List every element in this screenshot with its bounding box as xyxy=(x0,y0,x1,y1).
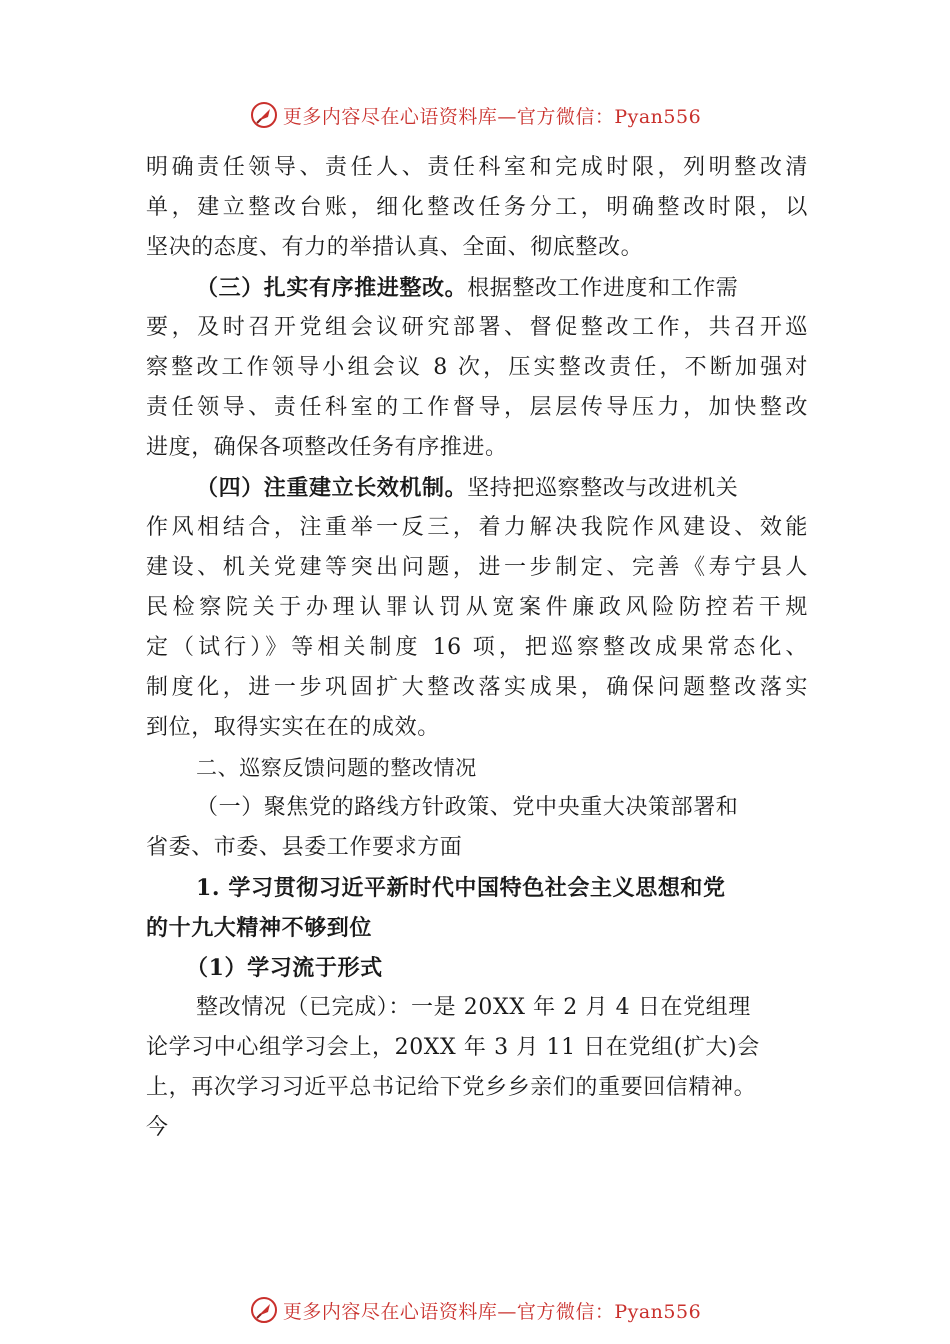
section-3-heading: （三）扎实有序推进整改。 xyxy=(196,275,468,301)
body-line: 建设、机关党建等突出问题，进一步制定、完善《寿宁县人 xyxy=(146,555,808,580)
body-line: 制度化，进一步巩固扩大整改落实成果，确保问题整改落实 xyxy=(146,675,808,700)
item-1-heading: 的十九大精神不够到位 xyxy=(146,915,373,941)
header-watermark-banner xyxy=(0,95,950,135)
watermark-text: 更多内容尽在心语资料库—官方微信：Pyan556 xyxy=(282,105,702,128)
part-2-title: 二、巡察反馈问题的整改情况 xyxy=(196,756,477,780)
watermark-text: 更多内容尽在心语资料库—官方微信：Pyan556 xyxy=(282,1300,702,1323)
rectification-line: 上，再次学习习近平总书记给下党乡乡亲们的重要回信精神。 xyxy=(146,1075,757,1100)
rectification-line: 整改情况（已完成）：一是 20XX 年 2 月 4 日在党组理 xyxy=(196,995,751,1020)
section-3-first-line xyxy=(146,268,808,308)
item-1-heading: 1. 学习贯彻习近平新时代中国特色社会主义思想和党 xyxy=(196,875,726,901)
body-line: 责任领导、责任科室的工作督导，层层传导压力，加快整改 xyxy=(146,395,808,420)
body-line: 坚决的态度、有力的举措认真、全面、彻底整改。 xyxy=(146,235,644,260)
quill-logo-icon xyxy=(249,1295,279,1325)
body-line: 察整改工作领导小组会议 8 次，压实整改责任，不断加强对 xyxy=(146,355,808,380)
body-line: 单，建立整改台账，细化整改任务分工，明确整改时限，以 xyxy=(146,195,808,220)
rectification-line: 今 xyxy=(146,1115,169,1140)
document-body xyxy=(146,148,808,1148)
subsection-1-line: 省委、市委、县委工作要求方面 xyxy=(146,835,463,860)
body-line: 民检察院关于办理认罪认罚从宽案件廉政风险防控若干规 xyxy=(146,595,808,620)
body-line: 明确责任领导、责任人、责任科室和完成时限，列明整改清 xyxy=(146,155,808,180)
body-line: 作风相结合，注重举一反三，着力解决我院作风建设、效能 xyxy=(146,515,808,540)
body-line: 进度，确保各项整改任务有序推进。 xyxy=(146,435,508,460)
section-4-text: 坚持把巡察整改与改进机关 xyxy=(467,476,739,501)
footer-watermark-banner xyxy=(0,1290,950,1330)
section-4-heading: （四）注重建立长效机制。 xyxy=(196,475,468,501)
body-line: 到位，取得实实在在的成效。 xyxy=(146,715,440,740)
item-1-1-heading: （1）学习流于形式 xyxy=(186,955,383,981)
body-line: 要，及时召开党组会议研究部署、督促整改工作，共召开巡 xyxy=(146,315,808,340)
section-4-first-line xyxy=(146,468,808,508)
rectification-line: 论学习中心组学习会上，20XX 年 3 月 11 日在党组(扩大)会 xyxy=(146,1035,760,1060)
body-line: 定（试行）》等相关制度 16 项，把巡察整改成果常态化、 xyxy=(146,635,808,660)
quill-logo-icon xyxy=(249,100,279,130)
subsection-1-line: （一）聚焦党的路线方针政策、党中央重大决策部署和 xyxy=(196,795,739,820)
section-3-text: 根据整改工作进度和工作需 xyxy=(467,276,739,301)
